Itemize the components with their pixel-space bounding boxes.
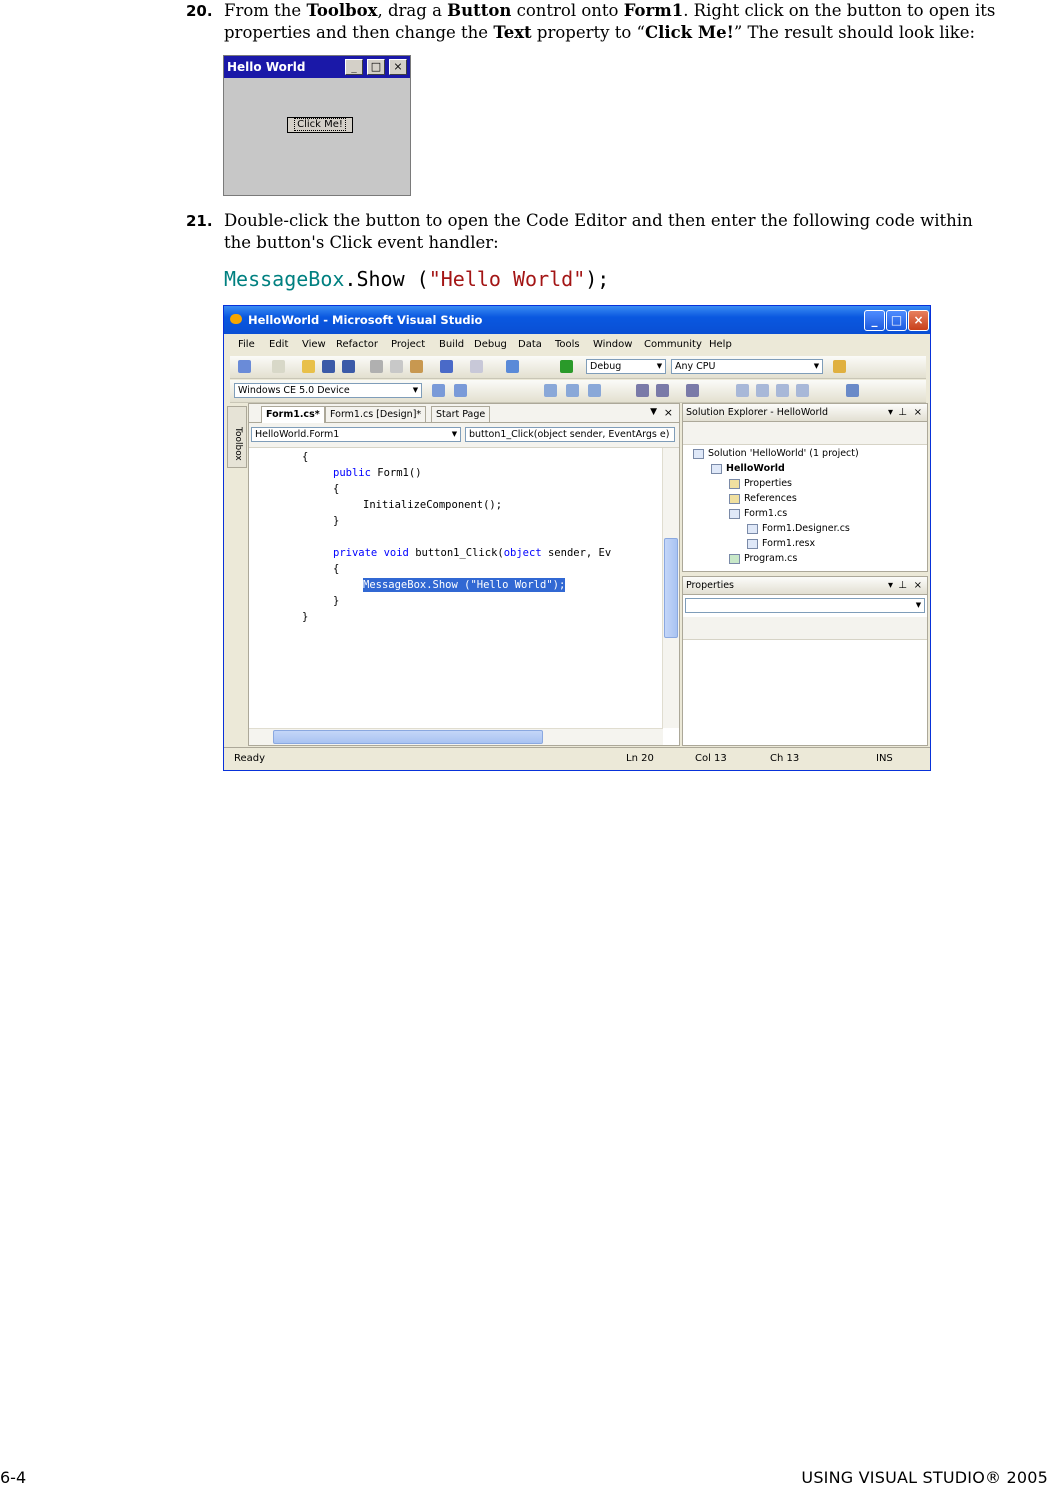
outdent-icon (656, 384, 669, 397)
status-char: Ch 13 (770, 753, 800, 764)
menu-tools: Tools (555, 339, 580, 350)
navigate-icon (506, 360, 519, 373)
chevron-down-icon: ▼ (650, 407, 657, 417)
hello-world-window-screenshot (223, 55, 411, 196)
find-icon (833, 360, 846, 373)
undo-icon (440, 360, 453, 373)
toolbox-tab (227, 406, 247, 468)
menu-data: Data (518, 339, 542, 350)
format-icon (588, 384, 601, 397)
step-text: From the Toolbox, drag a Button control onto Form1. Right click on the button to open its properties and then change the Text property to “Click Me!” The result should look like: (224, 1, 996, 42)
properties-toolbar (683, 617, 927, 640)
standard-toolbar (230, 356, 926, 379)
vertical-scrollbar (662, 448, 679, 728)
bookmark-icon (736, 384, 749, 397)
menu-view: View (302, 339, 326, 350)
menu-file: File (238, 339, 255, 350)
visual-studio-window-screenshot (223, 305, 931, 771)
platform-select: Any CPU ▼ (671, 359, 823, 374)
solution-explorer-panel (682, 403, 928, 572)
menu-help: Help (709, 339, 732, 350)
save-icon (322, 360, 335, 373)
tree-item-references: References (729, 493, 797, 505)
code-text: { public Form1() { InitializeComponent(); } private void button1_Click(object sender, Ev { MessageBox.Show ("Hello World"); } } (269, 448, 662, 728)
menu-community: Community (644, 339, 702, 350)
object-select: ▼ (685, 598, 925, 613)
solution-explorer-title: Solution Explorer - HelloWorld ▾ ⊥ × (683, 404, 927, 422)
close-icon: × (663, 406, 673, 419)
outline-margin (249, 448, 270, 728)
tree-item-properties: Properties (729, 478, 792, 490)
hello-window-title: Hello World (224, 56, 410, 78)
vs-logo-icon (230, 314, 242, 324)
close-icon: × (908, 310, 929, 331)
vs-title-text: HelloWorld - Microsoft Visual Studio (248, 313, 483, 327)
status-bar (224, 747, 930, 770)
menu-project: Project (391, 339, 426, 350)
save-all-icon (342, 360, 355, 373)
class-select: HelloWorld.Form1 ▼ (251, 427, 461, 442)
cut-icon (370, 360, 383, 373)
new-project-icon (238, 360, 251, 373)
properties-panel (682, 576, 928, 746)
step-number: 21. (186, 212, 213, 230)
solution-explorer-toolbar (683, 422, 927, 445)
format-icon (544, 384, 557, 397)
status-ready: Ready (234, 753, 266, 764)
pin-icon: ⊥ (898, 407, 907, 418)
click-me-button: Click Me! (287, 117, 353, 133)
member-select: button1_Click(object sender, EventArgs e) (465, 427, 675, 442)
menu-debug: Debug (474, 339, 507, 350)
step-number: 20. (186, 2, 213, 20)
tab-start-page: Start Page (431, 406, 490, 422)
status-line: Ln 20 (626, 753, 654, 764)
menu-bar (224, 335, 930, 355)
maximize-icon: □ (886, 310, 907, 331)
open-icon (302, 360, 315, 373)
target-device-select: Windows CE 5.0 Device ▼ (234, 383, 422, 398)
tree-item-program: Program.cs (729, 553, 797, 565)
tree-item-form1: Form1.cs (729, 508, 787, 520)
vs-title-bar (224, 306, 930, 334)
bookmark-icon (756, 384, 769, 397)
device-options-icon (454, 384, 467, 397)
menu-edit: Edit (269, 339, 289, 350)
menu-build: Build (439, 339, 465, 350)
code-snippet: MessageBox.Show ("Hello World"); (224, 267, 610, 291)
running-footer: USING VISUAL STUDIO® 2005 (801, 1468, 1048, 1487)
tab-form1-cs: Form1.cs* (261, 406, 325, 423)
status-mode: INS (876, 753, 893, 764)
device-toolbar (230, 380, 926, 403)
tree-item-form1-designer: Form1.Designer.cs (747, 523, 850, 535)
close-icon: × (913, 407, 922, 418)
document-tabs (249, 404, 679, 423)
code-editor (248, 403, 680, 746)
minimize-icon: _ (345, 59, 363, 75)
copy-icon (390, 360, 403, 373)
bookmark-icon (796, 384, 809, 397)
close-icon: × (389, 59, 407, 75)
tab-form1-design: Form1.cs [Design]* (325, 406, 426, 422)
toolbox-label: Toolbox (233, 427, 243, 461)
comment-icon (686, 384, 699, 397)
add-item-icon (272, 360, 285, 373)
navigate-icon (846, 384, 859, 397)
menu-window: Window (593, 339, 633, 350)
chevron-down-icon: ▾ (887, 580, 893, 591)
redo-icon (470, 360, 483, 373)
configuration-select: Debug ▼ (586, 359, 666, 374)
close-icon: × (913, 580, 922, 591)
indent-icon (636, 384, 649, 397)
minimize-icon: _ (864, 310, 885, 331)
pin-icon: ⊥ (898, 580, 907, 591)
page-number: 6-4 (0, 1468, 27, 1487)
step-text: Double-click the button to open the Code Editor and then enter the following code within the button's Click event handler: (224, 211, 973, 252)
chevron-down-icon: ▾ (887, 407, 893, 418)
paste-icon (410, 360, 423, 373)
selected-code: MessageBox.Show ("Hello World"); (363, 579, 566, 591)
tree-item-project: HelloWorld (711, 463, 785, 475)
maximize-icon: □ (367, 59, 385, 75)
properties-title: Properties ▾ ⊥ × (683, 577, 927, 595)
start-debug-icon (560, 360, 573, 373)
format-icon (566, 384, 579, 397)
tree-item-form1-resx: Form1.resx (747, 538, 815, 550)
horizontal-scrollbar (249, 728, 663, 745)
navigation-bar (249, 423, 679, 448)
menu-refactor: Refactor (336, 339, 378, 350)
connect-device-icon (432, 384, 445, 397)
status-column: Col 13 (695, 753, 727, 764)
bookmark-icon (776, 384, 789, 397)
tree-item-solution: Solution 'HelloWorld' (1 project) (693, 448, 859, 460)
